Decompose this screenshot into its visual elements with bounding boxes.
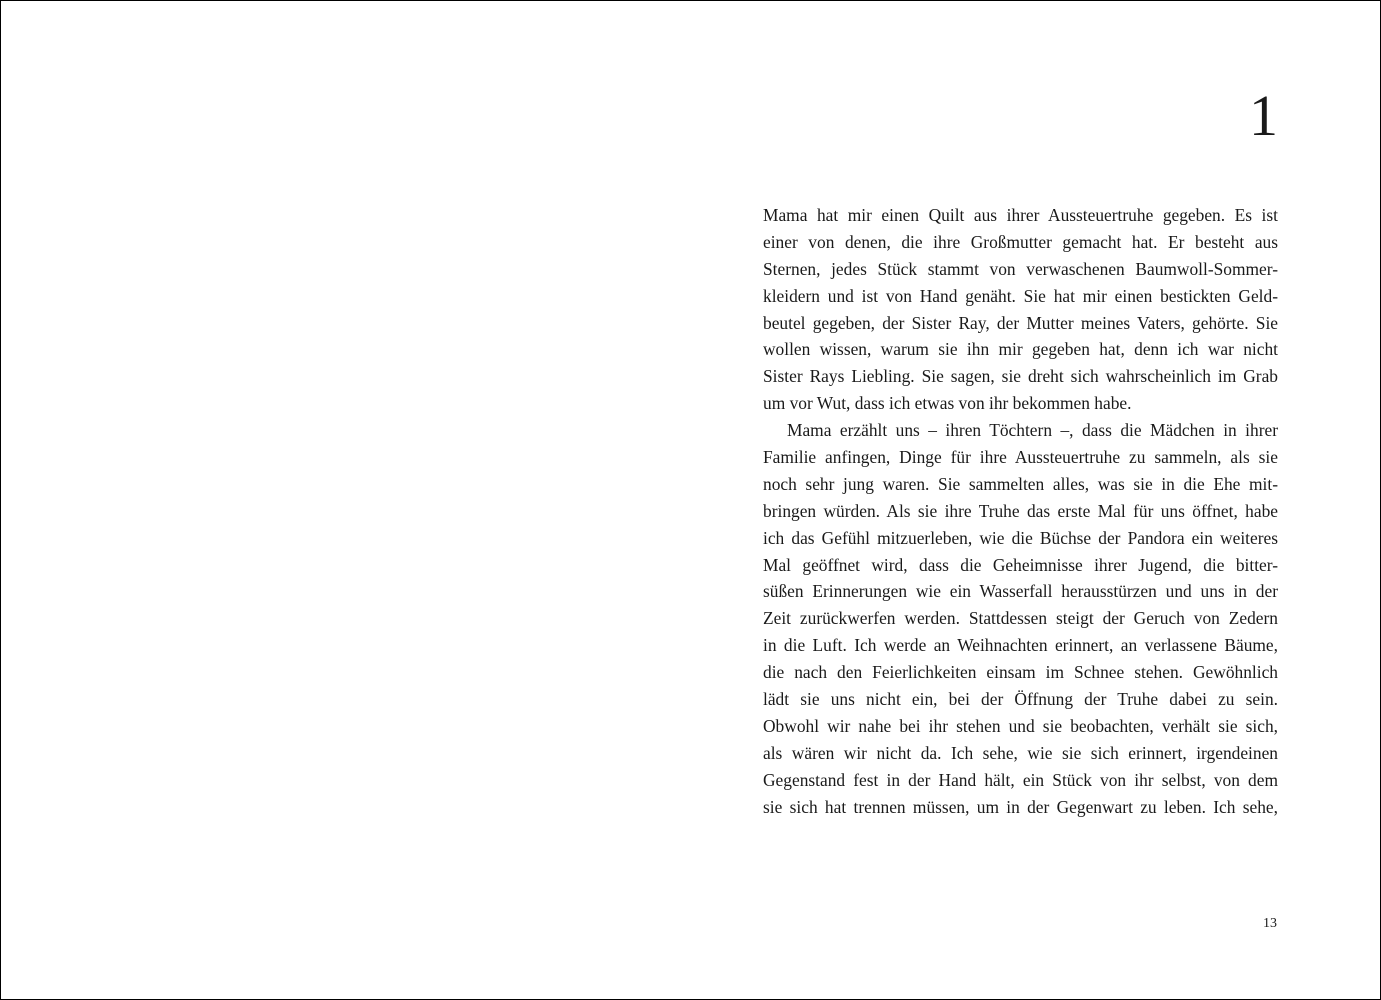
text-line: Sister Rays Liebling. Sie sagen, sie dreht sich wahrscheinlich im Grab [763, 366, 1278, 387]
text-line: Zeit zurückwerfen werden. Stattdessen steigt der Geruch von Zedern [763, 608, 1278, 629]
text-line: sie sich hat trennen müssen, um in der Gegenwart zu leben. Ich sehe, [763, 796, 1278, 817]
right-page [691, 1, 1380, 999]
text-line: Obwohl wir nahe bei ihr stehen und sie beobachten, verhält sie sich, [763, 715, 1278, 736]
text-line: Familie anfingen, Dinge für ihre Aussteuertruhe zu sammeln, als sie [763, 447, 1278, 468]
left-page-blank [1, 1, 691, 999]
text-line: Mama hat mir einen Quilt aus ihrer Aussteuertruhe gegeben. Es ist [763, 205, 1278, 225]
text-line: noch sehr jung waren. Sie sammelten alles, was sie in die Ehe mit- [763, 473, 1278, 494]
text-line: wollen wissen, warum sie ihn mir gegeben hat, denn ich war nicht [763, 339, 1278, 360]
chapter-number: 1 [1249, 83, 1278, 148]
text-line: Gegenstand fest in der Hand hält, ein Stück von ihr selbst, von dem [763, 769, 1278, 790]
text-line: süßen Erinnerungen wie ein Wasserfall herausstürzen und uns in der [763, 581, 1278, 602]
text-line: bringen würden. Als sie ihre Truhe das erste Mal für uns öffnet, habe [763, 500, 1278, 521]
text-line: in die Luft. Ich werde an Weihnachten erinnert, an verlassene Bäume, [763, 635, 1278, 656]
text-line: Sternen, jedes Stück stammt von verwaschenen Baumwoll-Sommer- [763, 258, 1278, 279]
page-number: 13 [1263, 916, 1277, 931]
text-line: einer von denen, die ihre Großmutter gemacht hat. Er besteht aus [763, 231, 1278, 252]
text-line: die nach den Feierlichkeiten einsam im Schnee stehen. Gewöhnlich [763, 662, 1278, 683]
text-line: lädt sie uns nicht ein, bei der Öffnung der Truhe dabei zu sein. [763, 689, 1278, 710]
text-line: kleidern und ist von Hand genäht. Sie hat mir einen bestickten Geld- [763, 285, 1278, 306]
body-text [763, 202, 1278, 820]
text-line: ich das Gefühl mitzuerleben, wie die Büchse der Pandora ein weiteres [763, 527, 1278, 548]
text-line: Mal geöffnet wird, dass die Geheimnisse ihrer Jugend, die bitter- [763, 554, 1278, 575]
text-line: um vor Wut, dass ich etwas von ihr bekommen habe. [763, 393, 1132, 414]
text-line: beutel gegeben, der Sister Ray, der Mutter meines Vaters, gehörte. Sie [763, 312, 1278, 333]
text-line: als wären wir nicht da. Ich sehe, wie sie sich erinnert, irgendeinen [763, 742, 1278, 763]
text-line: Mama erzählt uns – ihren Töchtern –, dass die Mädchen in ihrer [787, 420, 1278, 441]
